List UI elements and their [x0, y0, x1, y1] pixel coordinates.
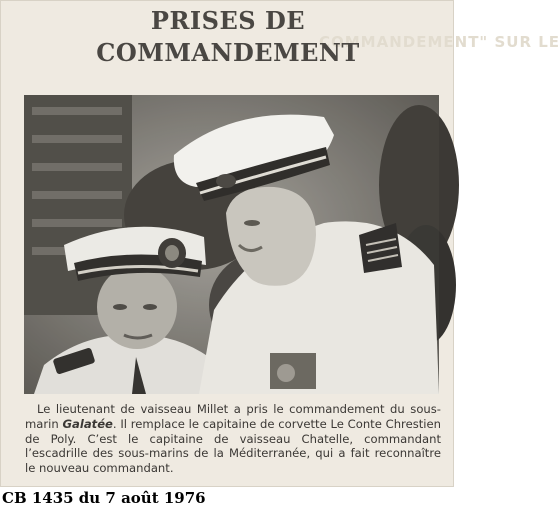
- title-line-2: COMMANDEMENT: [96, 38, 360, 67]
- source-reference: CB 1435 du 7 août 1976: [2, 489, 206, 507]
- caption-paragraph: [25, 402, 441, 476]
- article-title: [1, 5, 560, 69]
- caption-text-end: . Il remplace le capitaine de corvette Le Conte Chrestien de Poly. C’est le capitaine de vaisseau Chatelle, commandant l’escadrille des sous-marins de la Méditerranée, qui a fait reconnaître le nouveau commandant.: [25, 416, 441, 476]
- bleed-through-text: COMMANDEMENT" SUR LE: [319, 33, 560, 51]
- title-line-1: PRISES DE: [150, 6, 306, 35]
- article-photo: [24, 95, 439, 394]
- photo-caption: [25, 402, 441, 476]
- vessel-name: Galatée: [62, 416, 113, 431]
- caption-text-start: Le lieutenant de vaisseau Millet a pris le commandement du sous-marin: [25, 402, 441, 431]
